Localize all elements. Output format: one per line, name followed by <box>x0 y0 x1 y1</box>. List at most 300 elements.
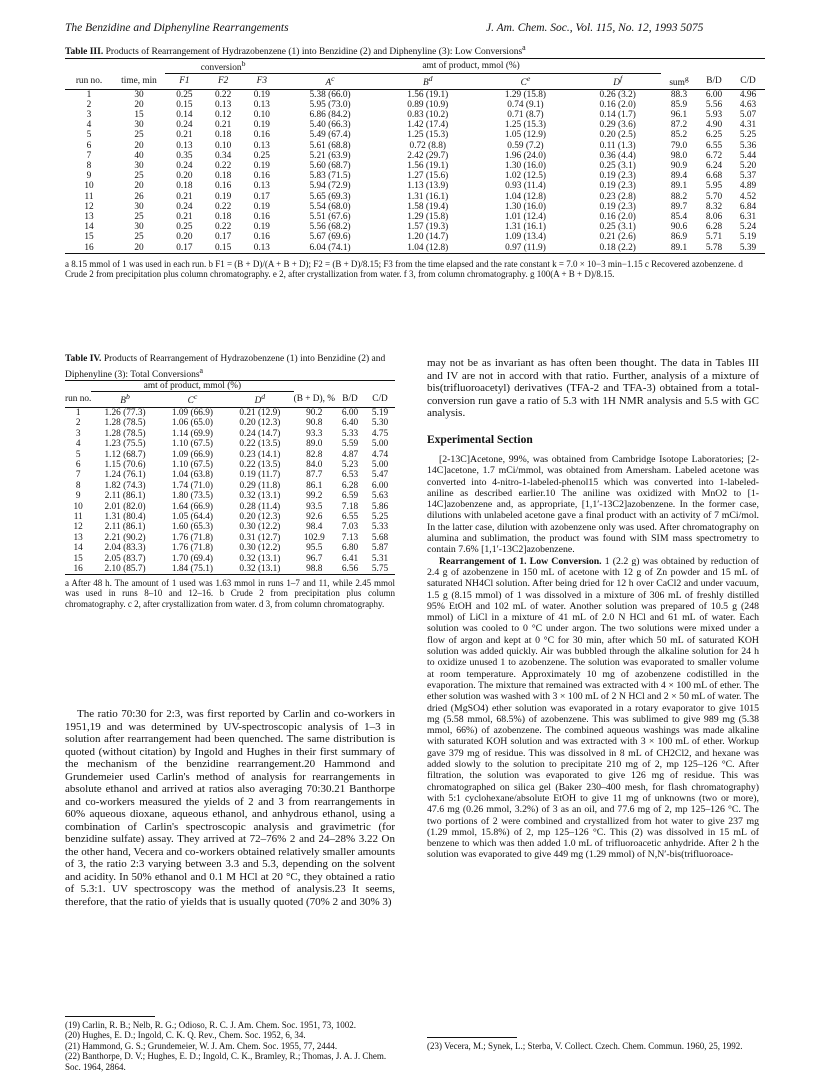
table-cell: 89.0 <box>306 439 323 450</box>
table-cell: 5.00 <box>371 459 389 470</box>
table-cell: 5.40 (66.3) <box>309 120 351 131</box>
table-cell: 1.09 (66.9) <box>171 449 213 460</box>
table-cell: 90.8 <box>306 418 323 429</box>
table-cell: 0.13 <box>253 99 270 110</box>
table-cell: 1.56 (19.1) <box>407 89 449 100</box>
table-cell: 5.63 <box>371 491 389 502</box>
table-cell: 0.16 (2.0) <box>599 99 636 110</box>
table-cell: 14 <box>73 543 83 554</box>
table-row <box>65 232 765 242</box>
t4-header-sup: b <box>125 392 130 402</box>
table-cell: 1.29 (15.8) <box>504 89 546 100</box>
left-references <box>65 1020 395 1072</box>
table-cell: 1.26 (77.3) <box>104 407 146 418</box>
table-cell: 102.9 <box>303 532 325 543</box>
table-cell: 30 <box>134 222 144 233</box>
table-cell: 6.56 <box>341 564 359 574</box>
right-paragraph-materials: [2-13C]Acetone, 99%, was obtained from Cambridge Isotope Laboratories; [2-14C]acetone, 1.7 mCi/mmol, was obtained from Amersham. Labeled acetone was converted into 4-nitro-1-labeled-phenol15 which was converted into 1-labeled-aniline as described earlier.10 The aniline was oxidized with MnO2 to [1-14C]azobenzene and, as appropriate, [1,1′-13C2]azobenzene. In the former case, dilutions with unlabeled acetone gave a final product with an activity of 7 mCi/mol. In the latter case, dilution with azobenzene only was used. After chromatography on alumina and sublimation, the product was found with SIM mass spectrometry to contain 7.6% [1,1′-13C2]azobenzene. <box>427 454 759 556</box>
table-cell: 1.24 (76.1) <box>104 470 146 481</box>
table-cell: 5.19 <box>739 232 757 243</box>
table-cell: 0.14 (1.7) <box>599 110 636 120</box>
table-cell: 1.10 (67.5) <box>171 459 213 470</box>
table-cell: 5.33 <box>341 428 359 439</box>
table-cell: 4.63 <box>739 99 757 110</box>
table-cell: 1.58 (19.4) <box>407 201 449 212</box>
table3-caption-sup: a <box>522 43 526 52</box>
table-cell: 0.24 <box>176 161 193 172</box>
table-cell: 0.13 <box>253 140 270 151</box>
table-cell: 1.96 (24.0) <box>504 150 546 161</box>
t3-header-cell: Ce <box>520 74 531 89</box>
table-cell: 2.05 (83.7) <box>104 553 146 564</box>
table-cell: 26 <box>134 191 144 202</box>
t4-header-cell: B/D <box>342 394 358 405</box>
table-cell: 0.30 (12.2) <box>239 522 281 533</box>
table-cell: 0.20 <box>176 232 193 243</box>
table-cell: 1.09 (66.9) <box>171 407 213 418</box>
table-cell: 0.17 <box>214 232 232 243</box>
table-cell: 0.22 (13.5) <box>239 459 281 470</box>
table-cell: 6.55 <box>341 511 359 522</box>
table-cell: 98.4 <box>306 522 323 533</box>
table-cell: 2.42 (29.7) <box>407 150 449 161</box>
table-cell: 5.78 <box>705 242 723 253</box>
table-cell: 6.00 <box>341 407 359 418</box>
table-row <box>65 502 395 512</box>
table-cell: 0.15 <box>176 99 193 110</box>
table-cell: 4.96 <box>739 89 757 100</box>
table-cell: 0.20 <box>176 171 193 182</box>
table-cell: 0.19 <box>253 222 270 233</box>
table-cell: 0.24 <box>176 201 193 212</box>
table-cell: 0.19 <box>253 120 270 131</box>
table-row <box>65 120 765 130</box>
table-cell: 5 <box>75 449 81 460</box>
table-cell: 4.74 <box>371 449 389 460</box>
table-cell: 0.19 (2.3) <box>599 171 636 182</box>
table-cell: 0.83 (10.2) <box>407 110 449 120</box>
table-cell: 4.31 <box>739 120 757 131</box>
table3-footnote: a 8.15 mmol of 1 was used in each run. b F1 = (B + D)/(A + B + D); F2 = (B + D)/8.15; F3 from the time elapsed and the rate constant k = 7.0 × 10−3 min−1.15 c Recovered azobenzene. d Crude 2 from precipitation plus column chromatography. e 2, after crystallization from water. f 3, from column chromatography. g 100(A + B + D)/8.15. <box>65 259 743 280</box>
table-cell: 5.19 <box>371 407 389 418</box>
t3-header-cell: C/D <box>740 76 756 87</box>
table-cell: 0.22 <box>214 161 232 172</box>
table-cell: 0.18 (2.2) <box>599 242 636 253</box>
table-cell: 82.8 <box>306 449 323 460</box>
table-cell: 7 <box>75 470 81 481</box>
table-cell: 1.06 (65.0) <box>171 418 213 429</box>
table-cell: 0.16 <box>253 212 270 223</box>
table-cell: 25 <box>134 130 144 141</box>
table-cell: 0.31 (12.7) <box>239 532 281 543</box>
table4-group-amt: amt of product, mmol (%) <box>91 381 293 392</box>
table-cell: 0.71 (8.7) <box>507 110 544 120</box>
table-cell: 85.9 <box>670 99 688 110</box>
table-cell: 8 <box>86 161 92 172</box>
table4-caption-sup: a <box>199 366 204 375</box>
table-cell: 0.24 <box>176 120 193 131</box>
table-cell: 0.19 <box>214 191 232 202</box>
running-head-title: The Benzidine and Diphenyline Rearrangements <box>65 22 289 34</box>
table3-group-conversion: conversion$^b$ <box>165 59 281 74</box>
table-row <box>65 439 395 449</box>
t3-header-sup: d <box>428 74 433 84</box>
table-cell: 6.25 <box>705 130 723 141</box>
right-references <box>427 1041 759 1051</box>
table-cell: 93.5 <box>306 501 323 512</box>
table-cell: 16 <box>84 242 94 253</box>
table-cell: 1.30 (16.0) <box>504 201 546 212</box>
table-cell: 6.80 <box>341 543 359 554</box>
table-cell: 0.22 <box>214 201 232 212</box>
table-cell: 5.87 <box>371 543 389 554</box>
table-cell: 0.29 (11.8) <box>239 480 281 491</box>
table-cell: 92.6 <box>306 511 323 522</box>
table-cell: 2.04 (83.3) <box>104 543 146 554</box>
table-cell: 6.72 <box>705 150 723 161</box>
table4 <box>65 380 395 575</box>
table-cell: 99.2 <box>306 491 323 502</box>
table-cell: 5.93 <box>705 110 723 120</box>
table-cell: 0.17 <box>253 191 270 202</box>
table-row <box>65 543 395 553</box>
section-title: Experimental Section <box>427 433 533 446</box>
table-cell: 0.20 (12.3) <box>239 418 281 429</box>
table-cell: 1.25 (15.3) <box>504 120 546 131</box>
table-cell: 1.76 (71.8) <box>171 532 213 543</box>
table-cell: 5.44 <box>739 150 757 161</box>
table-cell: 0.32 (13.1) <box>239 553 281 564</box>
table-cell: 5.65 (69.3) <box>309 191 351 202</box>
table-cell: 6.24 <box>705 161 723 172</box>
table-cell: 7.03 <box>341 522 359 533</box>
t4-header-cell: (B + D), % <box>293 394 335 405</box>
table-cell: 5.56 <box>705 99 723 110</box>
table-cell: 0.16 (2.0) <box>599 212 636 223</box>
table-cell: 7.18 <box>341 501 359 512</box>
table-cell: 1.42 (17.4) <box>407 120 449 131</box>
table-row <box>65 491 395 501</box>
table-cell: 1.74 (71.0) <box>171 480 213 491</box>
table-row <box>65 554 395 564</box>
table-row <box>65 407 395 418</box>
table-cell: 1.14 (69.9) <box>171 428 213 439</box>
table-cell: 85.2 <box>670 130 688 141</box>
table-cell: 1.27 (15.6) <box>407 171 449 182</box>
table-row <box>65 130 765 140</box>
table-cell: 1.70 (69.4) <box>171 553 213 564</box>
table-cell: 0.13 <box>214 99 232 110</box>
table-cell: 1.05 (64.4) <box>171 511 213 522</box>
table-row <box>65 171 765 181</box>
table-cell: 5.59 <box>341 439 359 450</box>
table4-header-row <box>65 392 395 408</box>
t3-header-cell: time, min <box>121 76 157 87</box>
table-cell: 6.00 <box>705 89 723 100</box>
t3-header-sup: f <box>619 74 623 84</box>
table-cell: 0.24 (14.7) <box>239 428 281 439</box>
table-cell: 5.25 <box>739 130 757 141</box>
right-reference-rule <box>427 1037 517 1038</box>
table-cell: 1.09 (13.4) <box>504 232 546 243</box>
table-cell: 25 <box>134 171 144 182</box>
table-cell: 0.16 <box>253 232 270 243</box>
table-cell: 79.0 <box>670 140 688 151</box>
table-cell: 0.34 <box>214 150 232 161</box>
t4-header-cell: $C^c$ <box>187 392 198 407</box>
table-cell: 6.40 <box>341 418 359 429</box>
table-cell: 98.0 <box>670 150 688 161</box>
table-cell: 6.00 <box>371 480 389 491</box>
table-cell: 0.32 (13.1) <box>239 491 281 502</box>
table-cell: 12 <box>84 201 94 212</box>
table-cell: 3 <box>75 428 81 439</box>
table-cell: 86.9 <box>670 232 688 243</box>
table3 <box>65 58 765 254</box>
table-cell: 11 <box>84 191 94 202</box>
table3-caption-text: Products of Rearrangement of Hydrazobenzene (1) into Benzidine (2) and Diphenyline (3): Low Conversions <box>105 47 523 58</box>
table-cell: 5.33 <box>371 522 389 533</box>
table-cell: 6 <box>75 459 81 470</box>
table-cell: 6.31 <box>739 212 757 223</box>
table-cell: 0.23 (2.8) <box>599 191 636 202</box>
table-cell: 5.39 <box>739 242 757 253</box>
t3-header-sup: e <box>526 74 531 84</box>
t3-header-sup: c <box>331 74 335 84</box>
t3-header-cell: F3 <box>256 76 267 87</box>
table3-label: Table III. <box>65 47 104 58</box>
table3-header-row <box>65 74 765 89</box>
right-paragraph-low-conversion <box>427 556 759 861</box>
table-cell: 0.59 (7.2) <box>507 140 544 151</box>
table-row <box>65 89 765 100</box>
t4-header-sup: d <box>261 392 266 402</box>
table-cell: 1.04 (63.8) <box>171 470 213 481</box>
table-cell: 0.28 (11.4) <box>239 501 281 512</box>
table-cell: 5.71 <box>705 232 723 243</box>
table-cell: 5.00 <box>371 439 389 450</box>
table-cell: 6.55 <box>705 140 723 151</box>
table-cell: 5.24 <box>739 222 757 233</box>
table-cell: 1.56 (19.1) <box>407 161 449 172</box>
right-intro-paragraph: may not be as invariant as has often been thought. The data in Tables III and IV are not in accord with that ratio. Further, analysis of a mixture of bis(trifluoroacetyl) derivatives (TFA-2 and TFA-3) obtained from a total-conversion run gave a ratio of 5.3 with 1H NMR analysis and 5.5 with GC analysis. <box>427 357 759 419</box>
table-cell: 5.51 (67.6) <box>309 212 351 223</box>
table-cell: 5.36 <box>739 140 757 151</box>
table-cell: 13 <box>73 532 83 543</box>
table-cell: 5.25 <box>371 511 389 522</box>
table-cell: 6 <box>86 140 92 151</box>
table-cell: 93.3 <box>306 428 323 439</box>
table-cell: 0.19 <box>253 161 270 172</box>
table-cell: 6.53 <box>341 470 359 481</box>
table-cell: 4.89 <box>739 181 757 192</box>
t3-header-cell: sum$^g$ <box>669 74 689 89</box>
table-cell: 1.28 (78.5) <box>104 428 146 439</box>
table-cell: 25 <box>134 212 144 223</box>
table-cell: 1.76 (71.8) <box>171 543 213 554</box>
table-cell: 20 <box>134 181 144 192</box>
table-cell: 88.3 <box>670 89 688 100</box>
table-row <box>65 192 765 202</box>
table-cell: 5.20 <box>739 161 757 172</box>
table-cell: 2.21 (90.2) <box>104 532 146 543</box>
table-cell: 7 <box>86 150 92 161</box>
table3-group-amt: amt of product, mmol (%) <box>281 59 661 74</box>
table-cell: 0.21 (12.9) <box>239 407 281 418</box>
table-cell: 89.1 <box>670 242 688 253</box>
t3-header-cell: F1 <box>179 76 190 87</box>
reference-item: (19) Carlin, R. B.; Nelb, R. G.; Odioso, R. C. J. Am. Chem. Soc. 1951, 73, 1002. <box>65 1020 357 1030</box>
table-cell: 1.25 (15.3) <box>407 130 449 141</box>
table-cell: 0.14 <box>176 110 193 120</box>
table-cell: 0.25 (3.1) <box>599 222 636 233</box>
table-cell: 8.32 <box>705 201 723 212</box>
table-cell: 96.1 <box>670 110 688 120</box>
table-cell: 1.10 (67.5) <box>171 439 213 450</box>
table-cell: 5.68 <box>371 532 389 543</box>
table-cell: 1.04 (12.8) <box>407 242 449 253</box>
table-cell: 1.28 (78.5) <box>104 418 146 429</box>
table-cell: 95.5 <box>306 543 323 554</box>
table-cell: 0.21 <box>176 212 193 223</box>
table-cell: 30 <box>134 89 144 100</box>
table-cell: 5.54 (68.0) <box>309 201 351 212</box>
table-cell: 6.28 <box>341 480 359 491</box>
table4-caption-text: Products of Rearrangement of Hydrazobenzene (1) into Benzidine (2) and Diphenyline (3): Total Conversions <box>65 354 386 381</box>
table-row <box>65 202 765 212</box>
table-cell: 0.35 <box>176 150 193 161</box>
table-cell: 1.20 (14.7) <box>407 232 449 243</box>
table-cell: 13 <box>84 212 94 223</box>
table-cell: 5.61 (68.8) <box>309 140 351 151</box>
table-cell: 5.31 <box>371 553 389 564</box>
table-cell: 0.25 <box>176 89 193 100</box>
table-cell: 0.74 (9.1) <box>507 99 544 110</box>
table-cell: 0.13 <box>176 140 193 151</box>
table-cell: 0.19 <box>253 201 270 212</box>
table-cell: 1.31 (16.1) <box>407 191 449 202</box>
table-cell: 0.18 <box>214 130 232 141</box>
table-cell: 1.15 (70.6) <box>104 459 146 470</box>
table-cell: 0.16 <box>214 181 232 192</box>
table-cell: 0.25 (3.1) <box>599 161 636 172</box>
t3-header-sup: g <box>684 74 689 84</box>
table-cell: 0.22 <box>214 89 232 100</box>
table-cell: 10 <box>84 181 94 192</box>
table-row <box>65 151 765 161</box>
table-cell: 87.2 <box>670 120 688 131</box>
table3-caption <box>65 42 765 58</box>
table-cell: 30 <box>134 161 144 172</box>
table-cell: 4.52 <box>739 191 757 202</box>
table-cell: 89.7 <box>670 201 688 212</box>
table-cell: 5.23 <box>341 459 359 470</box>
table-row <box>65 243 765 254</box>
table-cell: 0.17 <box>176 242 193 253</box>
table-cell: 0.16 <box>253 130 270 141</box>
table-cell: 90.6 <box>670 222 688 233</box>
table-cell: 0.36 (4.4) <box>599 150 636 161</box>
table-row <box>65 181 765 191</box>
table-cell: 0.22 <box>214 222 232 233</box>
table-cell: 15 <box>134 110 144 120</box>
table-cell: 2 <box>75 418 81 429</box>
table-cell: 1.31 (80.4) <box>104 511 146 522</box>
table-cell: 1.31 (16.1) <box>504 222 546 233</box>
table-cell: 0.72 (8.8) <box>409 140 446 151</box>
table-cell: 12 <box>73 522 83 533</box>
table-cell: 1.04 (12.8) <box>504 191 546 202</box>
table-cell: 10 <box>73 501 83 512</box>
left-body-paragraph: The ratio 70:30 for 2:3, was first reported by Carlin and co-workers in 1951,19 and was determined by UV-spectroscopic analysis of 1–3 in solution after rearrangement had been quenched. The same distribution is quoted (without citation) by Ingold and Hughes in their first summary of the mechanism of the benzidine rearrangement.20 Hammond and Grundemeier used Carlin's method of analysis for rearrangements in absolute ethanol and arrived at ratios also averaging 70:30.21 Banthorpe and co-workers measured the yields of 2 and 3 from rearrangements in 60% aqueous dioxane, aqueous ethanol, and anhydrous ethanol, using a combination of Carlin's spectroscopic analysis and gravimetric (for benzidine sulfate) assay. They arrived at 72–76% 2 and 24–28% 3.22 On the other hand, Vecera and co-workers obtained relatively smaller amounts of 3, the ratio 2:3 varying between 3.3 and 5.3, depending on the solvent and acidity. In 50% ethanol and 0.1 M HCl at 20 °C, they obtained a ratio of 5.3:1. UV spectroscopy was the method of analysis.23 It seems, therefore, that the ratio of yields that is usually quoted (70% 2 and 30% 3) <box>65 708 395 908</box>
table-cell: 15 <box>84 232 94 243</box>
table-cell: 0.10 <box>214 140 232 151</box>
table4-caption <box>65 354 395 381</box>
table-cell: 0.18 <box>214 171 232 182</box>
table-row <box>65 212 765 222</box>
table-cell: 1.80 (73.5) <box>171 491 213 502</box>
table-cell: 0.15 <box>214 242 232 253</box>
table-row <box>65 481 395 491</box>
table-cell: 0.97 (11.9) <box>505 242 546 253</box>
table-cell: 0.21 <box>214 120 232 131</box>
table-cell: 5.94 (72.9) <box>309 181 351 192</box>
table-cell: 40 <box>134 150 144 161</box>
reference-item: (20) Hughes, E. D.; Ingold, C. K. Q. Rev., Chem. Soc. 1952, 6, 34. <box>65 1030 306 1041</box>
table-cell: 6.86 (84.2) <box>309 110 351 120</box>
table-cell: 2.01 (82.0) <box>104 501 146 512</box>
table-cell: 98.8 <box>306 564 323 574</box>
t4-header-cell: $D^d$ <box>254 392 266 407</box>
table-cell: 0.21 <box>176 191 193 202</box>
reference-item: (23) Vecera, M.; Synek, L.; Sterba, V. Collect. Czech. Chem. Commun. 1960, 25, 1992. <box>427 1041 743 1051</box>
table-cell: 0.89 (10.9) <box>407 99 449 110</box>
table-cell: 84.0 <box>306 459 323 470</box>
table-row <box>65 110 765 120</box>
running-head-journal: J. Am. Chem. Soc., Vol. 115, No. 12, 1993 5075 <box>486 22 704 34</box>
table-cell: 5.30 <box>371 418 389 429</box>
table-cell: 86.1 <box>306 480 323 491</box>
t4-header-cell: $B^b$ <box>120 392 130 407</box>
table-cell: 89.1 <box>670 181 688 192</box>
reference-item: (21) Hammond, G. S.; Grundemeier, W. J. Am. Chem. Soc. 1955, 77, 2444. <box>65 1040 338 1051</box>
table-cell: 6.41 <box>341 553 359 564</box>
reference-item: (22) Banthorpe, D. V.; Hughes, E. D.; Ingold, C. K., Bramley, R.; Thomas, J. A. J. Chem. Soc. 1964, 2864. <box>65 1051 387 1072</box>
table-cell: 1.02 (12.5) <box>504 171 546 182</box>
table-cell: 5.95 <box>705 181 723 192</box>
t3-header-cell: B/D <box>706 76 722 87</box>
low-conversion-heading: Rearrangement of 1. Low Conversion. <box>439 555 602 567</box>
table-cell: 5.86 <box>371 501 389 512</box>
table-cell: 6.68 <box>705 171 723 182</box>
table-cell: 1.29 (15.8) <box>407 212 449 223</box>
table-row <box>65 141 765 151</box>
table-cell: 30 <box>134 120 144 131</box>
table-cell: 85.4 <box>670 212 688 223</box>
table-row <box>65 161 765 171</box>
table-cell: 16 <box>73 564 83 574</box>
table-cell: 1.84 (75.1) <box>171 564 213 574</box>
table-cell: 25 <box>134 232 144 243</box>
table-row <box>65 450 395 460</box>
table4-label: Table IV. <box>65 354 102 364</box>
table-cell: 5.56 (68.2) <box>309 222 351 233</box>
table-cell: 5 <box>86 130 92 141</box>
table-cell: 0.19 (11.7) <box>239 470 281 481</box>
table-cell: 0.29 (3.6) <box>599 120 636 131</box>
table-cell: 9 <box>86 171 92 182</box>
table-cell: 0.18 <box>214 212 232 223</box>
